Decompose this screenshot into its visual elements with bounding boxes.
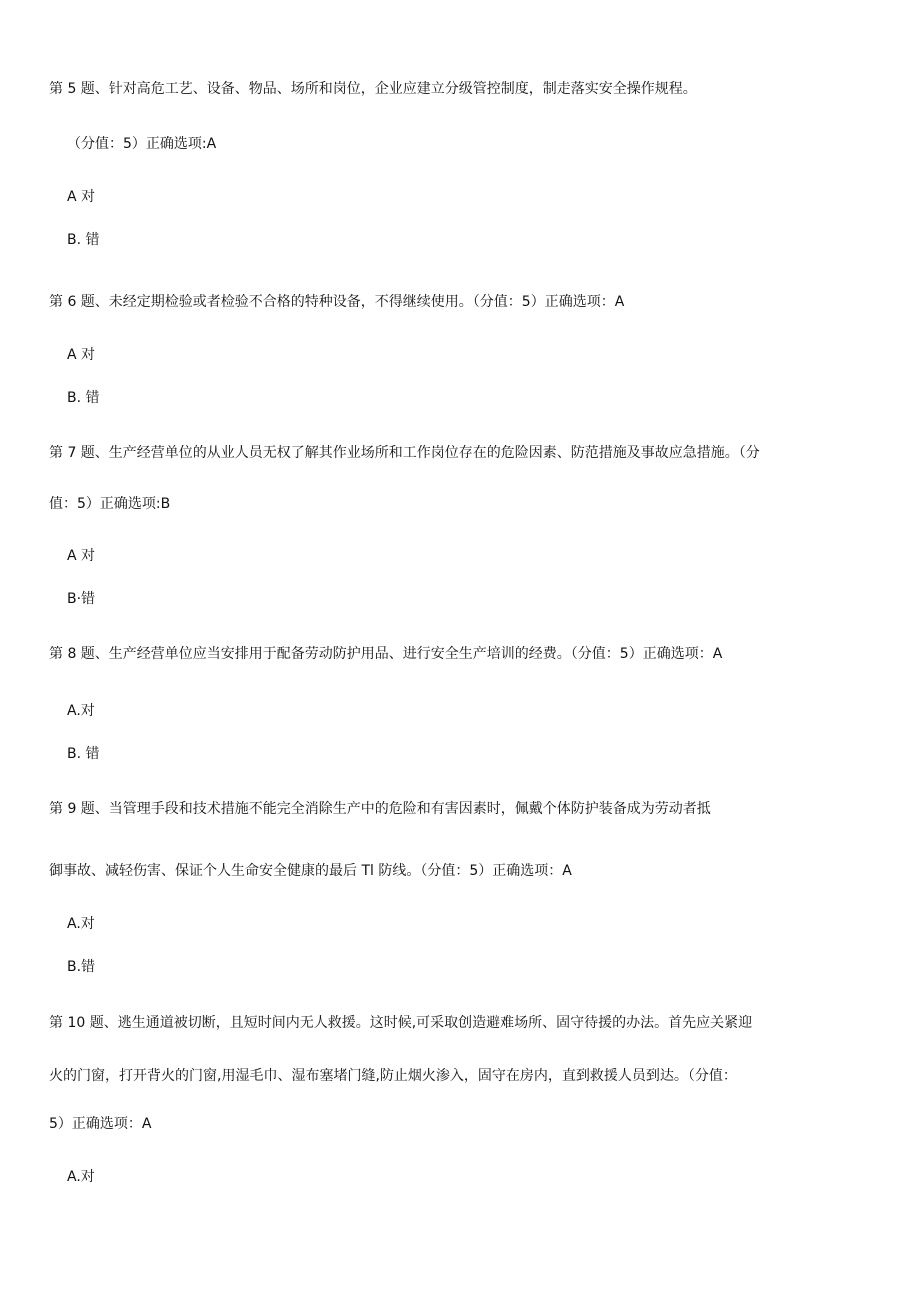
question-8-option-a: A.对 [67, 703, 95, 719]
question-7-option-b: B·错 [67, 591, 96, 607]
question-10-text-line-3: 5）正确选项：A [49, 1116, 152, 1132]
question-5-score-answer: （分值：5）正确选项:A [67, 136, 217, 152]
question-5-text: 第 5 题、针对高危工艺、设备、物品、场所和岗位，企业应建立分级管控制度，制走落实安全操作规程。 [49, 81, 697, 97]
question-10-text-line-1: 第 10 题、逃生通道被切断，且短时间内无人救援。这时候,可采取创造避难场所、固守待援的办法。首先应关紧迎 [49, 1015, 753, 1031]
question-6-option-a: A 对 [67, 347, 96, 363]
question-7-text-line-1: 第 7 题、生产经营单位的从业人员无权了解其作业场所和工作岗位存在的危险因素、防范措施及事故应急措施。（分 [49, 445, 760, 461]
question-9-text-line-1: 第 9 题、当管理手段和技术措施不能完全消除生产中的危险和有害因素时，佩戴个体防护装备成为劳动者抵 [49, 801, 711, 817]
question-7-text-line-2: 值：5）正确选项:B [49, 496, 171, 512]
question-10-option-a: A.对 [67, 1169, 95, 1185]
question-6-option-b: B. 错 [67, 390, 100, 406]
question-7-option-a: A 对 [67, 548, 96, 564]
question-5-option-b: B. 错 [67, 232, 100, 248]
question-8-option-b: B. 错 [67, 746, 100, 762]
question-6-text: 第 6 题、未经定期检验或者检验不合格的特种设备，不得继续使用。（分值：5）正确选项：A [49, 294, 625, 310]
question-8-text: 第 8 题、生产经营单位应当安排用于配备劳动防护用品、进行安全生产培训的经费。（分值：5）正确选项：A [49, 646, 723, 662]
question-5-option-a: A 对 [67, 189, 96, 205]
question-9-option-a: A.对 [67, 916, 95, 932]
question-10-text-line-2: 火的门窗，打开背火的门窗,用湿毛巾、湿布塞堵门缝,防止烟火渗入，固守在房内，直到救援人员到达。（分值： [49, 1068, 737, 1084]
question-9-text-line-2: 御事故、减轻伤害、保证个人生命安全健康的最后 Tl 防线。（分值：5）正确选项：A [49, 863, 572, 879]
question-9-option-b: B.错 [67, 959, 96, 975]
